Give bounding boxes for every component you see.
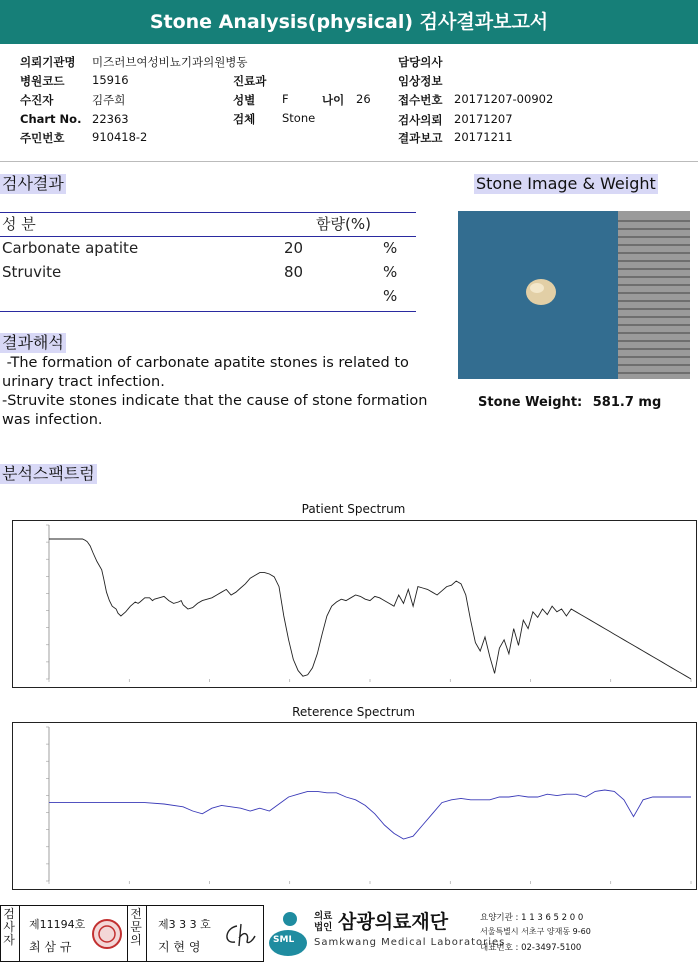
report-title: Stone Analysis(physical) 검사결과보고서	[0, 0, 698, 44]
sex-value: F	[282, 92, 289, 106]
spectrum-title: 분석스팩트럼	[2, 464, 95, 483]
tester-name: 최 삼 규	[29, 940, 72, 954]
stone-weight	[478, 395, 661, 410]
sig-divider	[19, 906, 20, 961]
table-bottom-line	[0, 311, 416, 312]
stone-weight-label: Stone Weight:	[478, 395, 583, 410]
tester-seal	[91, 918, 123, 950]
patient-label: 수진자	[20, 93, 54, 107]
age-label: 나이	[322, 93, 345, 107]
request-date-label: 검사의뢰	[398, 113, 443, 127]
reference-spectrum-chart	[12, 722, 697, 890]
specimen-label: 검체	[233, 112, 256, 126]
institution-label: 의뢰기관명	[20, 55, 76, 69]
row1-value: 20	[284, 239, 304, 257]
row2-unit: %	[383, 263, 398, 281]
foundation-code: 요양기관 : 1 1 3 6 5 2 0 0	[480, 913, 584, 923]
row2-component: Struvite	[2, 263, 62, 281]
request-date-value: 20171207	[454, 112, 513, 126]
specialist-number: 제3 3 3 호	[158, 918, 211, 931]
reference-spectrum-series-line	[49, 790, 691, 839]
row3-unit: %	[383, 287, 398, 305]
resident-no-value: 910418-2	[92, 130, 148, 144]
resident-no-label: 주민번호	[20, 131, 65, 145]
hospital-code-value: 15916	[92, 73, 129, 87]
hospital-code-label: 병원코드	[20, 74, 65, 88]
reference-spectrum-title: Reterence Spectrum	[292, 705, 415, 719]
chart-no-label: Chart No.	[20, 112, 82, 126]
institution-value: 미즈러브여성비뇨기과의원병동	[92, 55, 248, 69]
interpretation-line: urinary tract infection.	[2, 374, 165, 390]
header-divider	[0, 161, 698, 162]
clinical-info-label: 임상정보	[398, 74, 443, 88]
sig-divider	[146, 906, 147, 961]
foundation-english: Samkwang Medical Laboratories	[314, 937, 506, 948]
row1-unit: %	[383, 239, 398, 257]
receipt-no-value: 20171207-00902	[454, 92, 554, 106]
foundation-address: 서울특별시 서초구 양재동 9-60	[480, 927, 591, 936]
patient-spectrum-series-line	[49, 539, 691, 679]
header-info	[0, 44, 698, 162]
foundation-info	[268, 907, 693, 961]
row2-value: 80	[284, 263, 304, 281]
signature-box	[0, 905, 264, 962]
specialist-name: 지 현 영	[158, 940, 201, 954]
sml-logo-icon	[268, 909, 310, 957]
doctor-label: 담당의사	[398, 55, 443, 69]
foundation-name: 삼광의료재단	[338, 911, 449, 933]
results-title: 검사결과	[2, 174, 64, 193]
table-header-line	[0, 236, 416, 237]
col-content-header: 함량(%)	[316, 215, 371, 233]
stone-photo	[458, 211, 690, 379]
tester-number: 제11194호	[29, 918, 86, 931]
patient-spectrum-title: Patient Spectrum	[301, 502, 406, 516]
foundation-phone: 대표번호 : 02-3497-5100	[480, 943, 582, 953]
foundation-prefix: 의료법인	[314, 911, 333, 933]
receipt-no-label: 접수번호	[398, 93, 443, 107]
stone-title: Stone Image & Weight	[476, 174, 656, 193]
col-component-header: 성 분	[2, 215, 36, 233]
patient-value: 김주희	[92, 93, 126, 107]
age-value: 26	[356, 92, 371, 106]
patient-spectrum-svg	[13, 521, 696, 687]
interpretation-line: -Struvite stones indicate that the cause of stone formation	[2, 393, 428, 409]
interpretation-line: -The formation of carbonate apatite stones is related to	[2, 355, 409, 371]
report-date-value: 20171211	[454, 130, 513, 144]
interpretation-text	[2, 354, 442, 430]
sex-label: 성별	[233, 93, 256, 107]
specialist-signature	[219, 920, 257, 950]
stone-weight-value: 581.7 mg	[592, 395, 662, 410]
interpretation-line: was infection.	[2, 412, 103, 428]
patient-spectrum-chart	[12, 520, 697, 688]
chart-no-value: 22363	[92, 112, 129, 126]
report-date-label: 결과보고	[398, 131, 443, 145]
sig-divider	[127, 906, 128, 961]
specimen-value: Stone	[282, 111, 316, 125]
department-label: 진료과	[233, 74, 267, 88]
logo-text: SML	[273, 935, 295, 945]
tester-label: 검사자	[3, 907, 15, 947]
reference-spectrum-svg	[13, 723, 696, 889]
row1-component: Carbonate apatite	[2, 239, 139, 257]
specialist-label: 전문의	[130, 907, 142, 947]
interpretation-title: 결과해석	[2, 333, 64, 352]
